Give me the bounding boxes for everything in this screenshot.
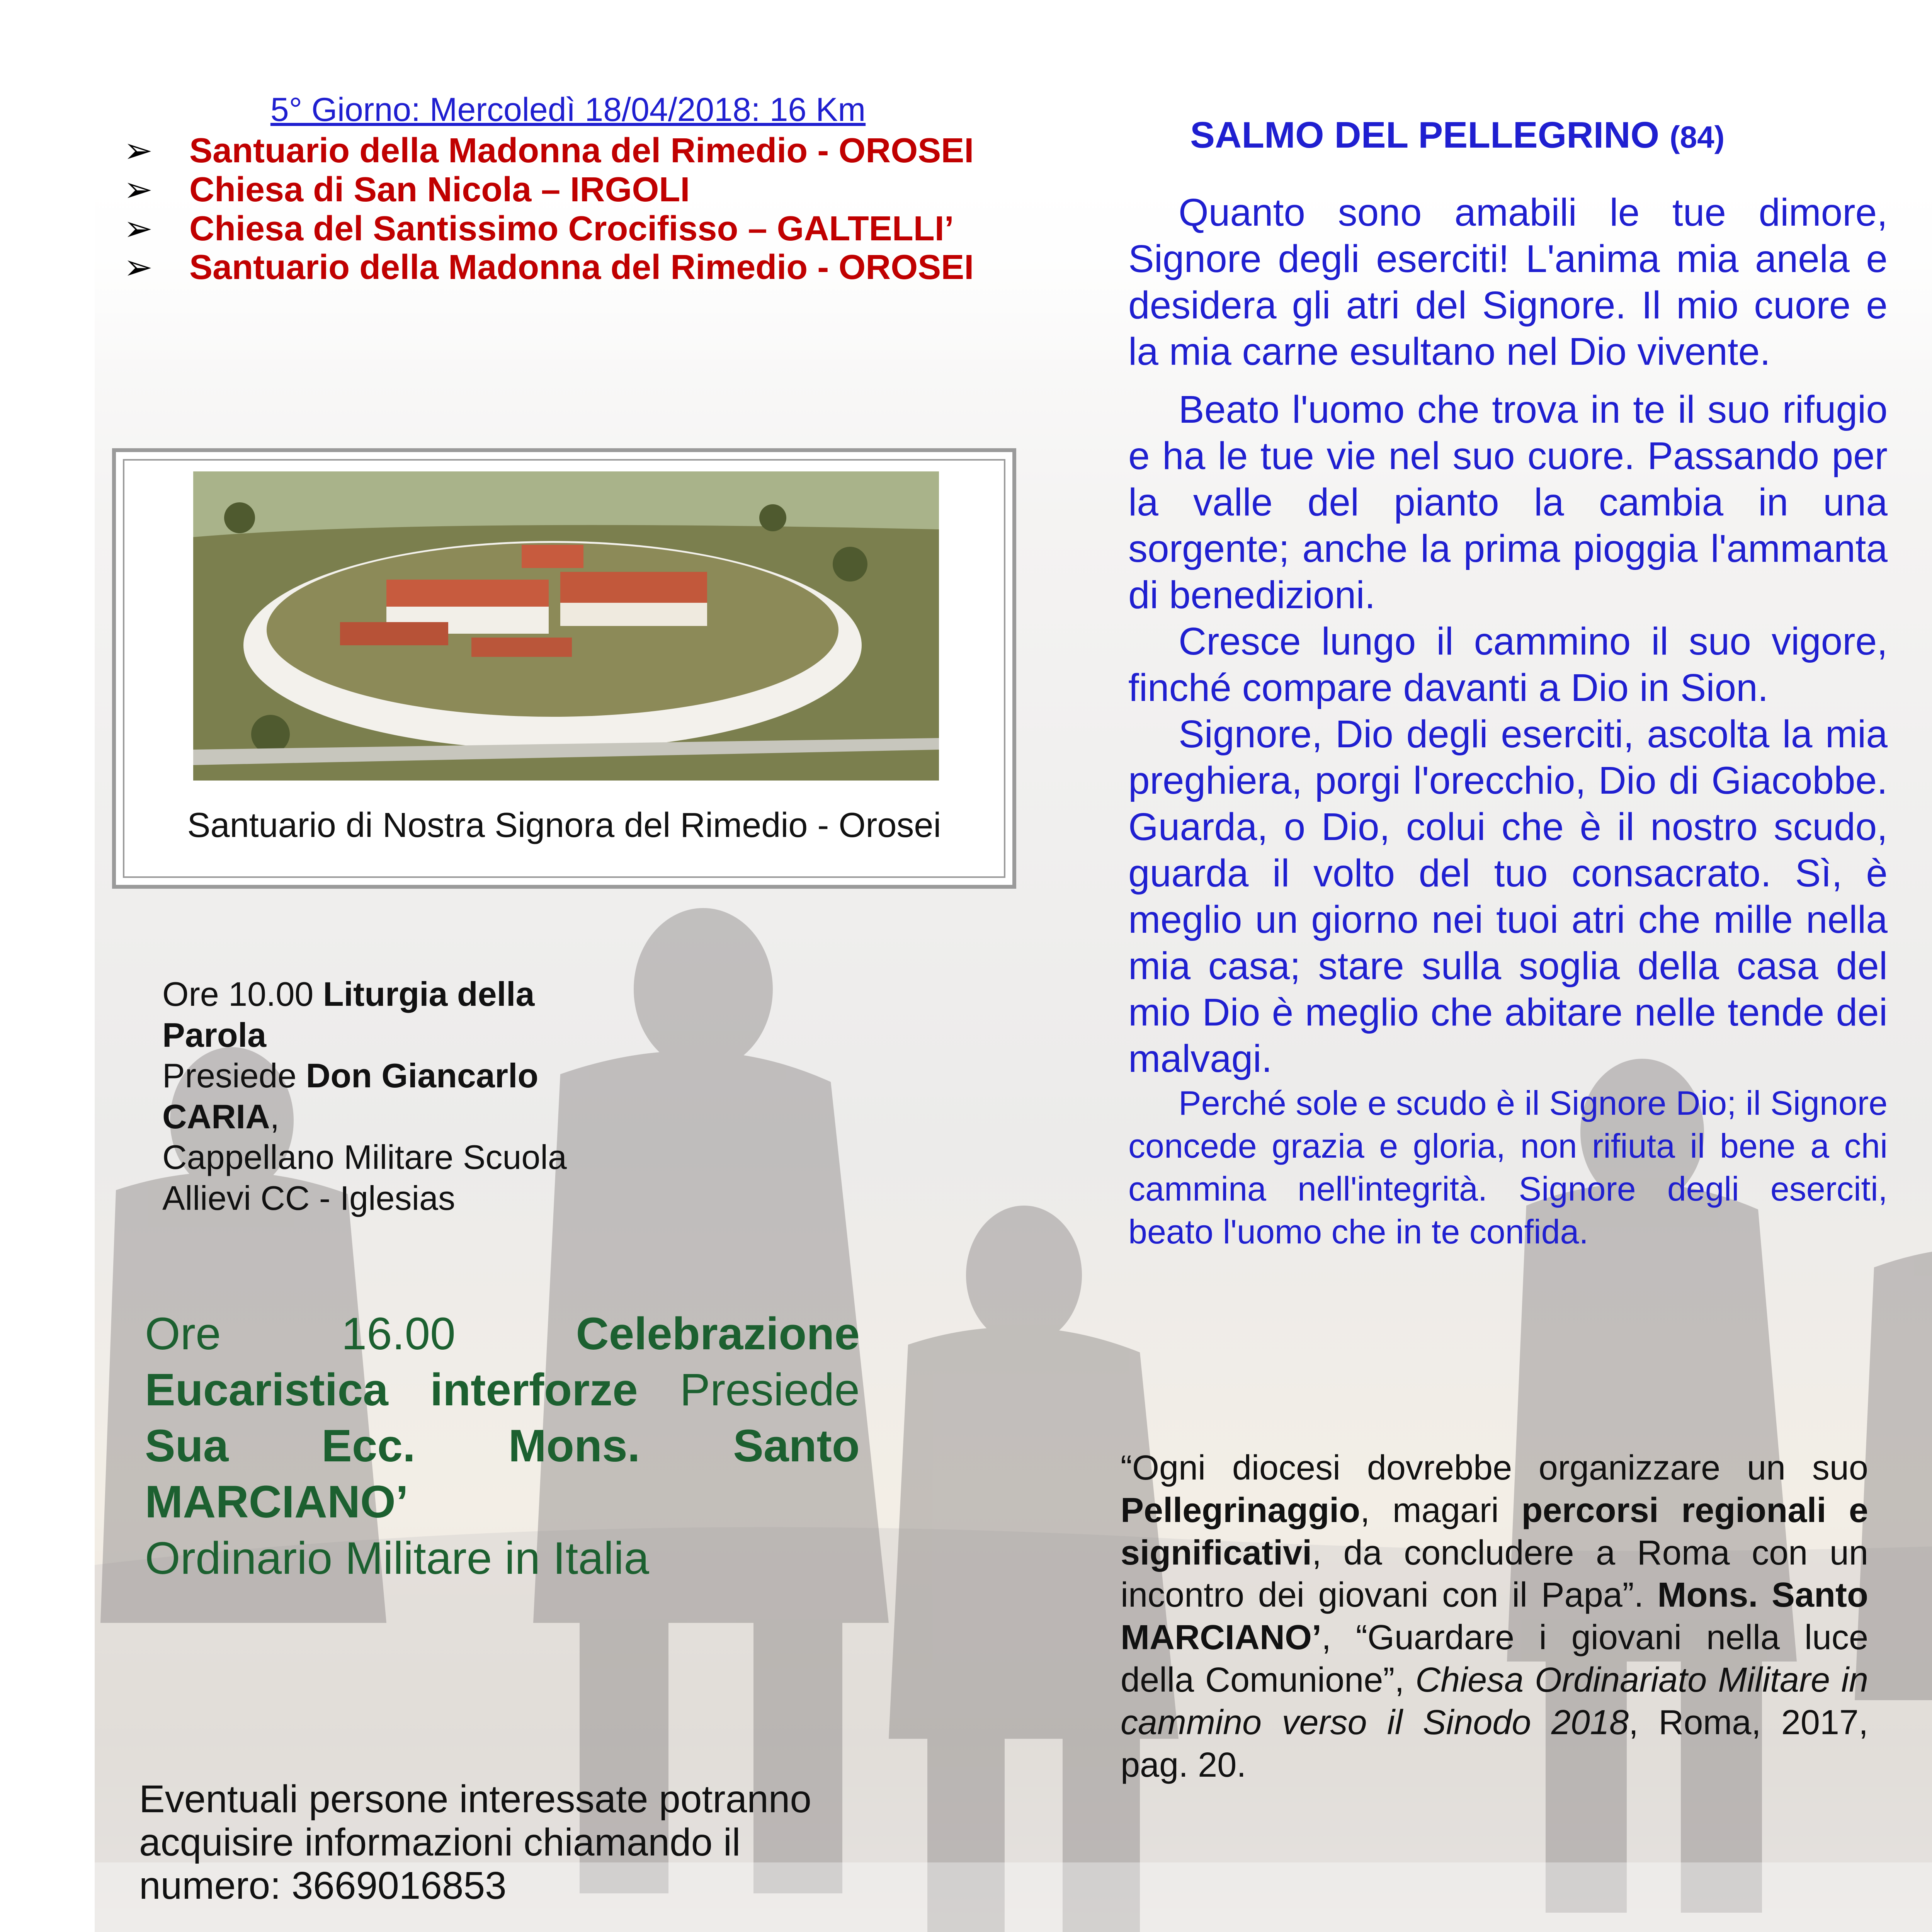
arrow-bullet-icon: ➢ bbox=[124, 170, 153, 209]
middle-column bbox=[1121, 0, 1893, 1932]
liturgy-block: Ore 10.00 Liturgia della Parola Presiede Don Giancarlo CARIA, Cappellano Militare Scuola Allievi CC - Iglesias bbox=[162, 975, 567, 1217]
psalm-paragraph: Signore, Dio degli eserciti, ascolta la mia preghiera, porgi l'orecchio, Dio di Giacobbe. Guarda, o Dio, colui che è il nostro scudo, guarda il volto del tuo consacrato. Sì, è meglio un giorno nei tuoi atri che mille nella mia casa; stare sulla soglia della casa del mio Dio è meglio che abitare nelle tende dei malvagi. bbox=[1128, 713, 1888, 1080]
list-item: ➢ Santuario della Madonna del Rimedio - OROSEI bbox=[124, 131, 974, 170]
photo-frame bbox=[112, 448, 1016, 889]
arrow-bullet-icon: ➢ bbox=[124, 131, 153, 170]
sanctuary-photo bbox=[193, 471, 939, 781]
arrow-bullet-icon: ➢ bbox=[124, 248, 153, 287]
list-item: ➢ Chiesa del Santissimo Crocifisso – GALTELLI’ bbox=[124, 209, 954, 248]
psalm-paragraph: Cresce lungo il cammino il suo vigore, finché compare davanti a Dio in Sion. bbox=[1128, 620, 1888, 709]
left-column bbox=[124, 0, 1012, 1932]
psalm-paragraph: Quanto sono amabili le tue dimore, Signore degli eserciti! L'anima mia anela e desidera gli atri del Signore. Il mio cuore e la mia carne esultano nel Dio vivente. bbox=[1128, 191, 1888, 373]
arrow-bullet-icon: ➢ bbox=[124, 209, 153, 248]
list-item: ➢ Chiesa di San Nicola – IRGOLI bbox=[124, 170, 690, 209]
photo-caption: Santuario di Nostra Signora del Rimedio - Orosei bbox=[187, 806, 941, 845]
contact-info: Eventuali persone interessate potranno acquisire informazioni chiamando il numero: 3669016853 bbox=[139, 1777, 812, 1907]
psalm-title: SALMO DEL PELLEGRINO (84) bbox=[1190, 114, 1725, 156]
stops-list bbox=[124, 131, 993, 287]
quote-block: “Ogni diocesi dovrebbe organizzare un suo Pellegrinaggio, magari percorsi regionali e significativi, da concludere a Roma con un incontro dei giovani con il Papa”. Mons. Santo MARCIANO’, “Guardare i giovani nella luce della Comunione”, Chiesa Ordinariato Militare in cammino verso il Sinodo 2018, Roma, 2017, pag. 20. bbox=[1121, 1449, 1869, 1784]
psalm-paragraph: Beato l'uomo che trova in te il suo rifugio e ha le tue vie nel suo cuore. Passando per la valle del pianto la cambia in una sorgente; anche la prima pioggia l'ammanta di benedizioni. bbox=[1128, 388, 1888, 617]
psalm-text bbox=[1128, 189, 1888, 1253]
day-header: 5° Giorno: Mercoledì 18/04/2018: 16 Km bbox=[270, 91, 866, 128]
celebration-block: Ore 16.00 Celebrazione Eucaristica interforze Presiede Sua Ecc. Mons. Santo MARCIANO’ Ordinario Militare in Italia bbox=[145, 1308, 860, 1584]
list-item: ➢ Santuario della Madonna del Rimedio - OROSEI bbox=[124, 248, 974, 287]
psalm-paragraph: Perché sole e scudo è il Signore Dio; il Signore concede grazia e gloria, non rifiuta il bene a chi cammina nell'integrità. Signore degli eserciti, beato l'uomo che in te confida. bbox=[1128, 1084, 1888, 1251]
